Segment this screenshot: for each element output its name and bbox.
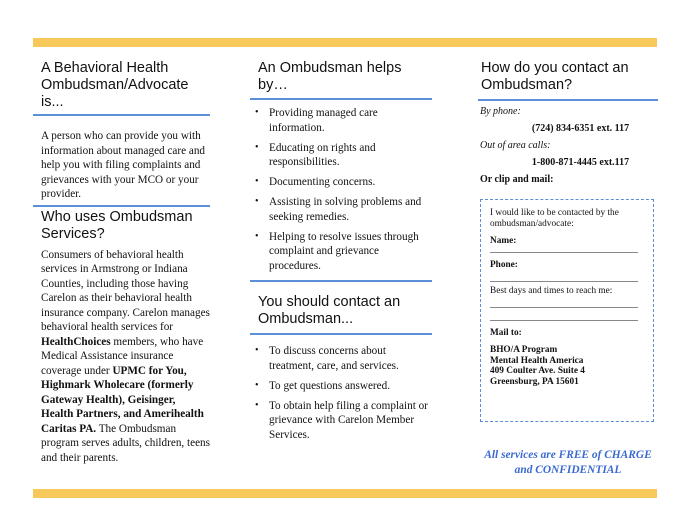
- column-contact-info: [478, 60, 658, 186]
- list-item: • Helping to resolve issues through complaint and grievance procedures.: [250, 230, 432, 274]
- local-phone-number: (724) 834-6351 ext. 117: [531, 123, 630, 134]
- address-line: BHO/A Program: [490, 345, 558, 355]
- definition-text: A person who can provide you with information about managed care and help you with filing complaints and grievances with your MCO or your provider.: [41, 130, 206, 200]
- address-line: Greensburg, PA 15601: [490, 376, 579, 387]
- mail-to-label: [490, 328, 644, 339]
- list-item: • To discuss concerns about treatment, care, and services.: [250, 344, 432, 373]
- best-days-label: Best days and times to reach me:: [490, 286, 613, 296]
- address-line: Mental Health America: [490, 355, 584, 366]
- who-uses-heading: Who uses Ombudsman Services?: [41, 208, 193, 242]
- phone-field-label: [490, 260, 644, 271]
- list-item: • To get questions answered.: [250, 379, 432, 394]
- mailing-address: [490, 345, 644, 387]
- out-of-area-label: Out of area calls:: [480, 140, 551, 151]
- column-ombudsman-help: [250, 60, 432, 448]
- mco-names: UPMC for You, Highmark Wholecare (formerly Gateway Health), Geisinger, Health Partners, and Amerihealth Caritas PA.: [41, 364, 204, 435]
- mail-to-text: Mail to:: [490, 328, 522, 338]
- helps-list: [250, 106, 432, 273]
- name-label: Name:: [490, 236, 517, 246]
- toll-free-number: 1-800-871-4445 ext.117: [531, 157, 630, 168]
- contact-reasons-heading: You should contact an Ombudsman...: [258, 294, 401, 327]
- list-item: • Providing managed care information.: [250, 106, 432, 135]
- contact-heading: How do you contact an Ombudsman?: [481, 60, 629, 93]
- bottom-decorative-band: [33, 489, 657, 498]
- heading-rule: [33, 114, 210, 116]
- phone-write-line: [490, 281, 638, 282]
- who-text-part: The Ombudsman program serves adults, children, teens and their parents.: [41, 422, 211, 464]
- phone-label: Phone:: [490, 260, 518, 270]
- healthchoices-name: HealthChoices: [41, 335, 111, 348]
- section-rule: [250, 280, 432, 282]
- heading-rule: [250, 333, 432, 335]
- list-item: • To obtain help filing a complaint or grievance with Carelon Member Services.: [250, 399, 432, 443]
- free-confidential-note: All services are FREE of CHARGE and CONFIDENTIAL: [484, 449, 652, 476]
- helps-heading: An Ombudsman helps by…: [258, 60, 402, 93]
- best-days-write-line: [490, 320, 638, 321]
- name-write-line: [490, 252, 638, 253]
- by-phone-label: By phone:: [480, 106, 521, 117]
- section-rule: [33, 205, 210, 207]
- list-item: • Educating on rights and responsibilities.: [250, 141, 432, 170]
- clip-and-mail-label: Or clip and mail:: [480, 174, 554, 185]
- reasons-list: [250, 344, 432, 442]
- heading-rule: [478, 99, 658, 101]
- contact-details: [478, 105, 658, 186]
- column-ombudsman-definition: [33, 60, 210, 465]
- best-days-write-line: [490, 307, 638, 308]
- who-text-part: Consumers of behavioral health services in Armstrong or Indiana Counties, including those having Carelon as their behavioral health insurance company. Carelon manages behavioral health services for: [41, 248, 210, 333]
- form-intro: I would like to be contacted by the ombudsman/advocate:: [490, 208, 619, 229]
- list-item: • Assisting in solving problems and seeking remedies.: [250, 195, 432, 224]
- who-text-part: members, who have Medical Assistance insurance coverage under: [41, 335, 204, 377]
- mail-in-contact-form: [480, 199, 654, 422]
- who-uses-text: [33, 248, 210, 466]
- list-item: • Documenting concerns.: [250, 175, 432, 190]
- name-field-label: [490, 236, 644, 247]
- heading-rule: [250, 98, 432, 100]
- top-decorative-band: [33, 38, 657, 47]
- definition-heading: A Behavioral Health Ombudsman/Advocate is...: [41, 60, 189, 110]
- address-line: 409 Coulter Ave. Suite 4: [490, 366, 585, 376]
